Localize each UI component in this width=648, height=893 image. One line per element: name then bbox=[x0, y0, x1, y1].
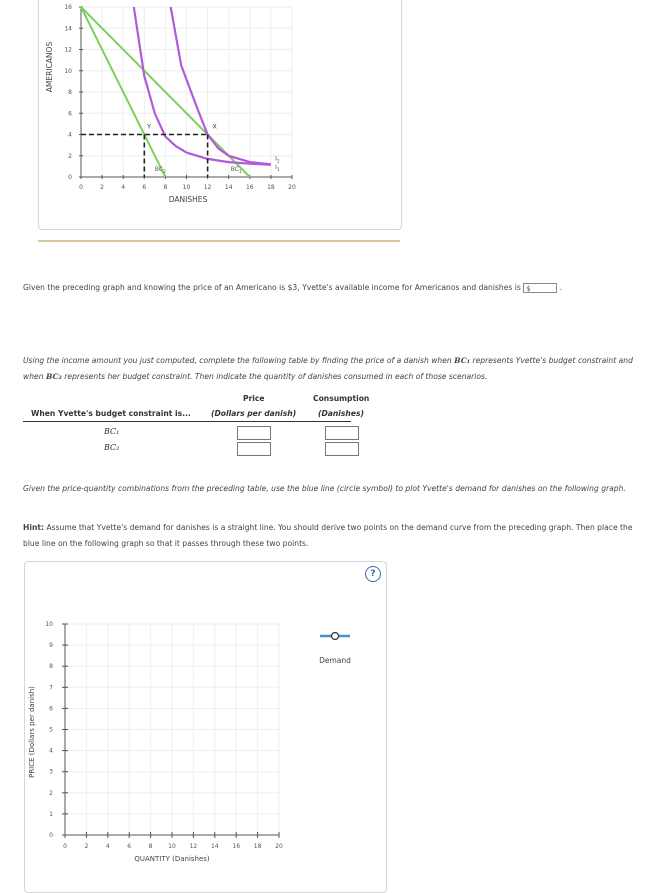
y-tick-label: 2 bbox=[49, 789, 53, 797]
y-tick-label: 6 bbox=[68, 110, 72, 118]
indifference-curve-i1 bbox=[134, 7, 271, 165]
budget-label-bc1: $BC_1$ bbox=[230, 166, 242, 176]
consumption-input-bc1[interactable] bbox=[325, 426, 359, 440]
y-tick-label: 0 bbox=[68, 174, 72, 181]
instruction-part3: constraint and when bbox=[23, 356, 633, 381]
y-tick-label: 14 bbox=[64, 25, 72, 33]
y-tick-label: 9 bbox=[49, 642, 53, 650]
x-tick-label: 18 bbox=[253, 843, 262, 850]
y-tick-label: 7 bbox=[49, 684, 53, 692]
demand-legend-circle-icon[interactable] bbox=[332, 633, 339, 640]
x-tick-label: 12 bbox=[189, 843, 198, 850]
x-tick-label: 4 bbox=[105, 843, 110, 850]
consumption-sub-header: (Danishes) bbox=[318, 409, 364, 418]
income-input[interactable] bbox=[523, 283, 557, 293]
x-tick-label: 6 bbox=[127, 843, 132, 850]
y-tick-label: 6 bbox=[49, 705, 53, 713]
x-tick-label: 8 bbox=[163, 184, 168, 191]
x-tick-label: 12 bbox=[203, 184, 212, 191]
demand-legend-label: Demand bbox=[319, 656, 351, 665]
price-input-bc2[interactable] bbox=[237, 442, 271, 456]
instruction-bc1: BC₁ bbox=[454, 356, 471, 365]
x-tick-label: 14 bbox=[224, 184, 233, 191]
x-tick-label: 20 bbox=[275, 843, 283, 850]
help-icon[interactable]: ? bbox=[365, 566, 381, 582]
consumption-input-bc2[interactable] bbox=[325, 442, 359, 456]
x-tick-label: 6 bbox=[142, 184, 147, 191]
ic-label-sub: 2 bbox=[276, 159, 280, 165]
hint bbox=[23, 520, 635, 552]
y-tick-label: 10 bbox=[64, 67, 72, 75]
table-header-rule bbox=[23, 421, 351, 422]
ic-label-i2: $I_2$ bbox=[275, 155, 280, 165]
x-tick-label: 18 bbox=[267, 184, 275, 191]
demand-x-axis-label: QUANTITY (Danishes) bbox=[134, 855, 210, 863]
row-header: When Yvette's budget constraint is... bbox=[31, 409, 191, 418]
price-header: Price bbox=[243, 394, 265, 403]
row-label-bc2: BC₂ bbox=[104, 443, 120, 452]
x-tick-label: 20 bbox=[288, 184, 296, 191]
price-input-bc1[interactable] bbox=[237, 426, 271, 440]
price-sub-header: (Dollars per danish) bbox=[211, 409, 297, 418]
y-axis-label: AMERICANOS bbox=[45, 41, 54, 93]
budget-label-sub: 1 bbox=[239, 170, 242, 176]
y-tick-label: 8 bbox=[68, 89, 72, 96]
x-tick-label: 2 bbox=[84, 843, 89, 850]
y-tick-label: 5 bbox=[49, 726, 53, 734]
y-tick-label: 0 bbox=[49, 832, 53, 839]
question-end: . bbox=[559, 283, 563, 292]
x-axis-label: DANISHES bbox=[168, 195, 208, 204]
instruction-part1: Using the income amount you just computed, complete the following table by finding the price of a danish when bbox=[23, 356, 452, 365]
plot-instruction: Given the price-quantity combinations from the preceding table, use the blue line (circle symbol) to plot Yvette's demand for danishes on the following graph. bbox=[23, 484, 626, 493]
question-income bbox=[23, 280, 633, 296]
hint-label: Hint: bbox=[23, 523, 45, 532]
y-tick-label: 4 bbox=[68, 131, 72, 139]
y-tick-label: 8 bbox=[49, 663, 53, 671]
x-tick-label: 8 bbox=[148, 843, 153, 850]
y-tick-label: 1 bbox=[49, 810, 53, 818]
y-tick-label: 10 bbox=[45, 621, 53, 628]
hint-text: Assume that Yvette's demand for danishes is a straight line. You should derive two points on the demand curve from the preceding graph. Then place the blue line on the following graph so that it passes through these two points. bbox=[23, 523, 633, 548]
y-tick-label: 12 bbox=[64, 46, 72, 54]
x-tick-label: 2 bbox=[100, 184, 105, 191]
y-tick-label: 2 bbox=[68, 152, 72, 160]
x-tick-label: 14 bbox=[210, 843, 219, 850]
x-tick-label: 10 bbox=[168, 843, 176, 850]
x-tick-label: 0 bbox=[63, 843, 67, 850]
x-tick-label: 4 bbox=[121, 184, 126, 191]
demand-chart[interactable] bbox=[25, 562, 386, 892]
x-tick-label: 16 bbox=[245, 184, 254, 191]
instruction-bc2: BC₂ bbox=[45, 372, 62, 381]
x-tick-label: 10 bbox=[182, 184, 191, 191]
demand-y-axis-label: PRICE (Dollars per danish) bbox=[28, 686, 36, 778]
x-tick-label: 0 bbox=[79, 184, 83, 191]
point-label-x: X bbox=[212, 123, 217, 131]
budget-label-bc2: $BC_2$ bbox=[154, 166, 166, 176]
y-tick-label: 16 bbox=[64, 4, 72, 11]
point-label-y: Y bbox=[147, 123, 151, 131]
consumption-header: Consumption bbox=[313, 394, 370, 403]
instruction-part2: represents Yvette's budget bbox=[472, 356, 576, 365]
top-graph-panel bbox=[38, 0, 402, 230]
question-income-text: Given the preceding graph and knowing the price of an Americano is $3, Yvette's available income for Americanos and danishes is bbox=[23, 283, 521, 292]
indifference-chart bbox=[39, 0, 401, 229]
x-tick-label: 16 bbox=[232, 843, 241, 850]
budget-label-sub: 2 bbox=[163, 170, 166, 176]
indifference-curve-i2 bbox=[171, 7, 271, 164]
dollar-prefix: $ bbox=[526, 285, 531, 293]
y-tick-label: 3 bbox=[49, 768, 53, 776]
table-instruction bbox=[23, 353, 635, 385]
row-label-bc1: BC₁ bbox=[104, 427, 120, 436]
instruction-part4: represents her budget constraint. Then indicate the quantity of danishes consumed in each of those scenarios. bbox=[64, 372, 488, 381]
y-tick-label: 4 bbox=[49, 747, 53, 755]
ic-label-i1: $I_1$ bbox=[275, 164, 280, 174]
ic-label-sub: 1 bbox=[276, 168, 280, 174]
demand-graph-panel bbox=[24, 561, 387, 893]
section-divider bbox=[38, 240, 400, 242]
